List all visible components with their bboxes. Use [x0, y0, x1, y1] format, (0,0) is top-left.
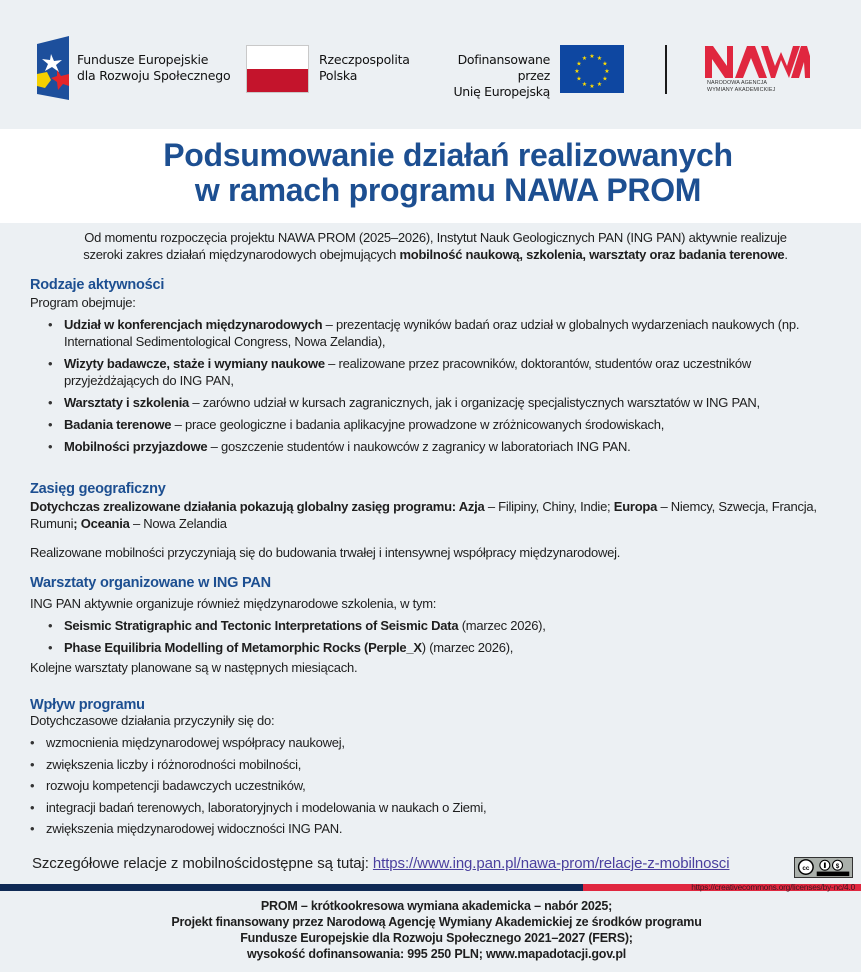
eu-star-icon: ★ — [574, 69, 580, 75]
workshops-list — [64, 617, 764, 661]
eu-star-icon: ★ — [589, 84, 595, 90]
eu-line1: Dofinansowane przez — [457, 52, 550, 83]
footer — [0, 898, 861, 962]
item-text: – prace geologiczne i badania aplikacyjne prowadzone w zróżnicowanych środowiskach, — [171, 417, 665, 432]
eu-star-icon: ★ — [576, 61, 582, 68]
item-text: – goszczenie studentów i naukowców z zagranicy w laboratoriach ING PAN. — [207, 439, 631, 454]
activities-list — [64, 316, 839, 460]
geo-paragraph — [30, 498, 840, 532]
list-item — [64, 316, 839, 350]
list-item — [64, 617, 764, 634]
fundusze-europejskie-logo-icon — [37, 36, 69, 100]
eu-star-icon: ★ — [602, 76, 608, 83]
cc-by-nc-icon[interactable] — [794, 857, 853, 878]
eu-star-icon: ★ — [581, 82, 588, 88]
fe-line1: Fundusze Europejskie — [77, 52, 209, 67]
workshops-lead: ING PAN aktywnie organizuje również międzynarodowe szkolenia, w tym: — [30, 596, 437, 611]
eu-star-icon: ★ — [596, 56, 603, 62]
item-bold: Udział w konferencjach międzynarodowych — [64, 317, 323, 332]
title-line2: w ramach programu NAWA PROM — [194, 172, 702, 208]
logo-divider — [665, 45, 667, 94]
logo-band — [0, 0, 861, 129]
cc-license-url[interactable]: https://creativecommons.org/licenses/by-nc/4.0 — [691, 882, 855, 892]
activities-lead: Program obejmuje: — [30, 295, 136, 310]
geo-sep: ; — [73, 516, 81, 531]
intro-line1: Od momentu rozpoczęcia projektu NAWA PROM (2025–2026), Instytut Nauk Geologicznych PAN (ING PAN) aktywnie realizuje — [84, 230, 787, 245]
geo-europe: – Niemcy, Szwecja, Francja, Rumuni — [30, 499, 817, 531]
intro-end: . — [784, 247, 788, 262]
pl-line2: Polska — [319, 68, 358, 83]
intro-text: szeroki zakres działań międzynarodowych obejmujących — [83, 247, 400, 262]
list-item — [64, 438, 839, 455]
section-heading-impact: Wpływ programu — [30, 697, 145, 713]
list-item — [64, 639, 764, 656]
item-bold: Warsztaty i szkolenia — [64, 395, 190, 410]
geo-europe-label: Europa — [613, 499, 658, 514]
fundusze-europejskie-label — [77, 52, 230, 84]
intro-line2 — [10, 246, 861, 263]
footer-line2: Projekt finansowany przez Narodową Agencję Wymiany Akademickiej ze środków programu — [171, 915, 702, 929]
svg-text:cc: cc — [802, 864, 810, 872]
impact-list — [46, 734, 746, 842]
eu-funding-label — [432, 52, 550, 100]
footer-line4: wysokość dofinansowania: 995 250 PLN; www.mapadotacji.gov.pl — [246, 947, 627, 961]
footer-line3: Fundusze Europejskie dla Rozwoju Społecznego 2021–2027 (FERS); — [240, 931, 633, 945]
relations-link-line — [32, 855, 729, 873]
geo-oceania-label: Oceania — [80, 516, 130, 531]
nawa-sub-line1: NARODOWA AGENCJA — [707, 80, 768, 86]
item-text: – realizowane przez pracowników, doktorantów, studentów oraz uczestników przyjeżdżających do ING PAN, — [64, 356, 751, 388]
item-bold: Seismic Stratigraphic and Tectonic Interpretations of Seismic Data — [64, 618, 459, 633]
eu-star-icon: ★ — [604, 69, 610, 75]
list-item: • rozwoju kompetencji badawczych uczestników, — [46, 777, 746, 794]
nawa-sub-line2: WYMIANY AKADEMICKIEJ — [707, 87, 776, 93]
svg-text:$: $ — [835, 862, 840, 870]
list-item: • zwiększenia liczby i różnorodności mobilności, — [46, 756, 746, 773]
intro-bold: mobilność naukową, szkolenia, warsztaty oraz badania terenowe — [399, 247, 785, 262]
item-bold: Phase Equilibria Modelling of Metamorphic Rocks (Perple_X — [64, 640, 422, 655]
polish-flag-icon — [246, 45, 309, 93]
list-item: • wzmocnienia międzynarodowej współpracy naukowej, — [46, 734, 746, 751]
item-text: – prezentację wyników badań oraz udział w globalnych wydarzeniach naukowych (np. International Sedimentological Congress, Nowa Zelandia), — [64, 317, 800, 349]
geo-oceania: – Nowa Zelandia — [129, 516, 227, 531]
fe-line2: dla Rozwoju Społecznego — [77, 68, 231, 83]
eu-star-icon: ★ — [596, 82, 603, 88]
list-item: • zwiększenia międzynarodowej widoczności ING PAN. — [46, 820, 746, 837]
item-bold: Wizyty badawcze, staże i wymiany naukowe — [64, 356, 325, 371]
impact-lead: Dotychczasowe działania przyczyniły się do: — [30, 713, 275, 728]
section-heading-workshops: Warsztaty organizowane w ING PAN — [30, 575, 271, 591]
nawa-logo-icon — [705, 44, 810, 78]
relations-link[interactable]: https://www.ing.pan.pl/nawa-prom/relacje-z-mobilnosci — [372, 855, 730, 872]
title-line1: Podsumowanie działań realizowanych — [163, 137, 733, 173]
list-item — [64, 355, 839, 389]
nawa-subtitle — [707, 80, 775, 94]
relations-label: Szczegółowe relacje z mobilnościdostępne są tutaj: — [32, 855, 373, 872]
workshops-outro: Kolejne warsztaty planowane są w następnych miesiącach. — [30, 660, 358, 675]
list-item: • integracji badań terenowych, laboratoryjnych i modelowania w naukach o Ziemi, — [46, 799, 746, 816]
item-bold: Mobilności przyjazdowe — [64, 439, 208, 454]
eu-star-icon: ★ — [581, 56, 588, 62]
eu-star-icon: ★ — [576, 76, 582, 83]
stripe-navy — [0, 884, 583, 891]
item-text: ) (marzec 2026), — [421, 640, 514, 655]
eu-line2: Unię Europejską — [453, 84, 550, 99]
eu-star-icon: ★ — [589, 54, 595, 60]
eu-flag-icon — [560, 45, 624, 93]
geo-summary: Realizowane mobilności przyczyniają się do budowania trwałej i intensywnej współpracy międzynarodowej. — [30, 545, 621, 560]
rzeczpospolita-label — [319, 52, 410, 84]
list-item — [64, 394, 839, 411]
geo-bold-lead: Dotychczas zrealizowane działania pokazują globalny zasięg programu: Azja — [30, 499, 485, 514]
page-title — [0, 138, 861, 208]
item-bold: Badania terenowe — [64, 417, 172, 432]
section-heading-geo: Zasięg geograficzny — [30, 481, 166, 497]
list-item — [64, 416, 839, 433]
intro-paragraph — [0, 229, 861, 263]
geo-asia: – Filipiny, Chiny, Indie; — [484, 499, 614, 514]
eu-star-icon: ★ — [602, 61, 608, 68]
item-text: (marzec 2026), — [458, 618, 546, 633]
footer-line1: PROM – krótkookresowa wymiana akademicka – nabór 2025; — [260, 899, 613, 913]
item-text: – zarówno udział w kursach zagranicznych, jak i organizację specjalistycznych warsztatów w ING PAN, — [189, 395, 760, 410]
section-heading-activities: Rodzaje aktywności — [30, 277, 165, 293]
pl-line1: Rzeczpospolita — [319, 52, 410, 67]
